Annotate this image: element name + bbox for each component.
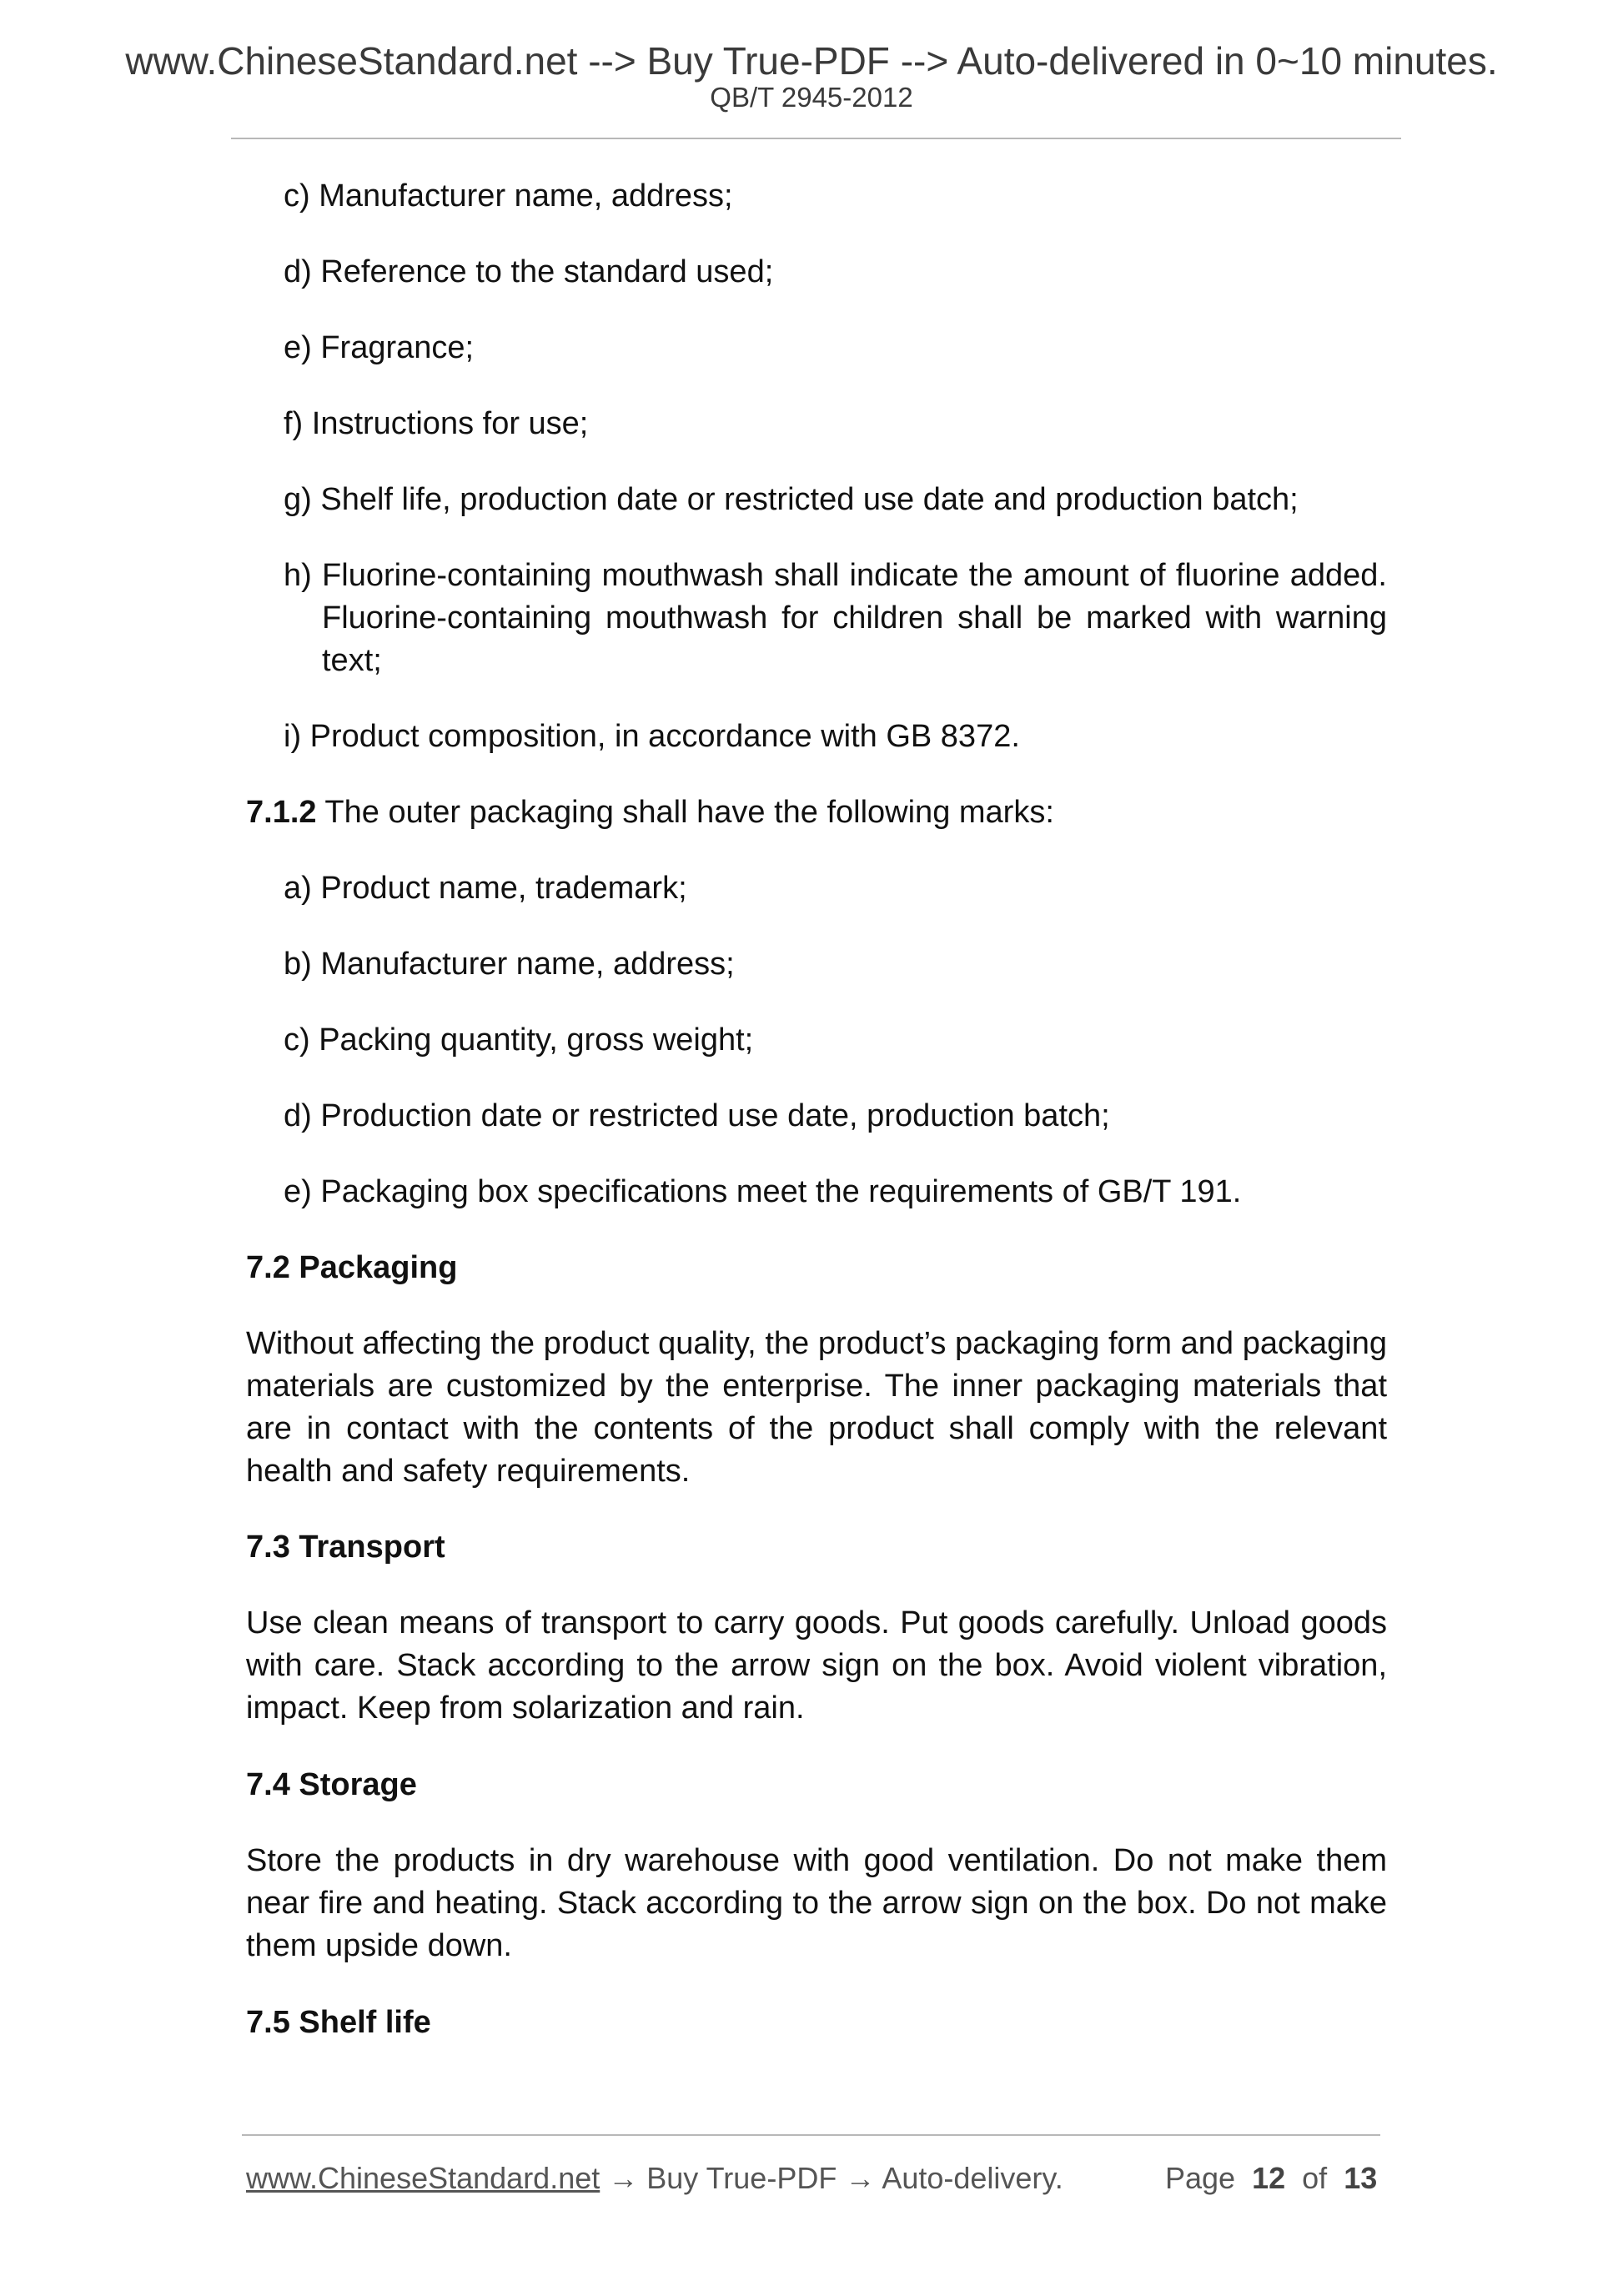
page-label: Page: [1165, 2161, 1236, 2195]
section-heading-transport: 7.3 Transport: [246, 1530, 445, 1565]
clause-text: The outer packaging shall have the following marks:: [316, 795, 1054, 830]
clause-7-1-2: [246, 791, 1054, 834]
list-item: i) Product composition, in accordance with GB 8372.: [284, 719, 1020, 754]
section-heading-packaging: 7.2 Packaging: [246, 1250, 458, 1285]
list-item: a) Product name, trademark;: [284, 871, 687, 906]
list-item: h) Fluorine-containing mouthwash shall indicate the amount of fluorine added. Fluorine-containing mouthwash for children shall be marked with warning text;: [284, 558, 1387, 678]
footer-divider: [242, 2134, 1380, 2136]
list-item: f) Instructions for use;: [284, 406, 589, 441]
list-item: c) Packing quantity, gross weight;: [284, 1022, 754, 1058]
page-number: 12: [1252, 2161, 1286, 2195]
list-item: e) Packaging box specifications meet the requirements of GB/T 191.: [284, 1174, 1242, 1209]
list-item: d) Reference to the standard used;: [284, 254, 774, 289]
list-item: e) Fragrance;: [284, 330, 475, 365]
page-indicator: [1165, 2158, 1377, 2198]
section-body-packaging: Without affecting the product quality, the product’s packaging form and packaging materials are customized by the enterprise. The inner packaging materials that are in contact with the contents of the product shall comply with the relevant health and safety requirements.: [246, 1326, 1387, 1489]
total-pages: 13: [1344, 2161, 1378, 2195]
section-heading-shelf-life: 7.5 Shelf life: [246, 2005, 431, 2040]
footer-link[interactable]: www.ChineseStandard.net: [246, 2161, 600, 2195]
section-heading-storage: 7.4 Storage: [246, 1767, 417, 1802]
list-item: d) Production date or restricted use date, production batch;: [284, 1098, 1110, 1133]
section-body-storage: Store the products in dry warehouse with good ventilation. Do not make them near fire and heating. Stack according to the arrow sign on the box. Do not make them upside down.: [246, 1843, 1387, 1963]
standard-code: QB/T 2945-2012: [710, 82, 913, 113]
site-banner[interactable]: www.ChineseStandard.net --> Buy True-PDF --> Auto-delivered in 0~10 minutes.: [125, 39, 1498, 83]
section-body-transport: Use clean means of transport to carry goods. Put goods carefully. Unload goods with care. Stack according to the arrow sign on the box. Avoid violent vibration, impact. Keep from solarization and rain.: [246, 1605, 1387, 1726]
list-item: b) Manufacturer name, address;: [284, 947, 735, 982]
header-divider: [231, 138, 1401, 139]
list-item: c) Manufacturer name, address;: [284, 178, 733, 214]
footer-tail: → Buy True-PDF → Auto-delivery.: [600, 2161, 1063, 2195]
of-label: of: [1302, 2161, 1328, 2195]
footer-promo: [246, 2158, 1063, 2198]
list-item: g) Shelf life, production date or restricted use date and production batch;: [284, 482, 1299, 517]
clause-number: 7.1.2: [246, 795, 317, 830]
